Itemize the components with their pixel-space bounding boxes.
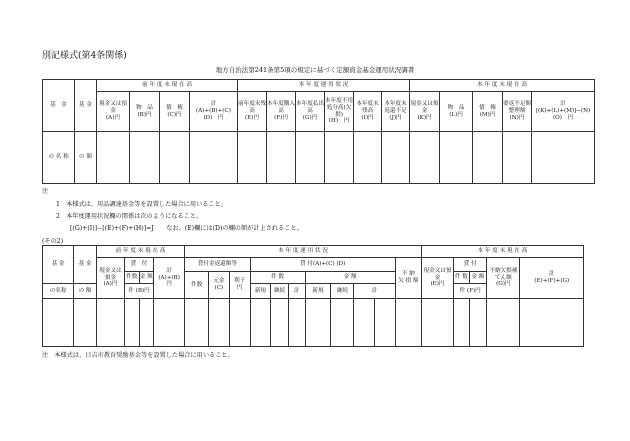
empty-cell bbox=[503, 132, 532, 184]
ops-prev-balance: 前年度末残高 (E)円 bbox=[238, 92, 267, 132]
empty-cell bbox=[190, 132, 238, 184]
fund-header: 基 金 bbox=[43, 80, 75, 132]
repay-count: 件数 bbox=[185, 272, 209, 299]
empty-cell bbox=[97, 132, 130, 184]
empty-cell bbox=[354, 132, 382, 184]
prev-year-group: 前 年 度 末 現 在 高 bbox=[96, 246, 184, 258]
empty-cell bbox=[325, 132, 354, 184]
empty-cell bbox=[160, 132, 190, 184]
fund-amount-cell: の 額 bbox=[75, 132, 97, 184]
repay-header: 貸付金返還額等 bbox=[185, 258, 250, 272]
prev-total: 計 (A)+(B) 円 bbox=[154, 258, 185, 299]
empty-cell bbox=[271, 299, 289, 347]
ops-group: 本 年 度 運 用 状 況 bbox=[238, 80, 410, 92]
current-year-group: 本 年 度 末 現 在 高 bbox=[421, 246, 583, 258]
prev-cash: 現金又は預金 (A)円 bbox=[96, 258, 124, 299]
now-loan-code: 件 (F)円 bbox=[454, 284, 487, 299]
empty-cell bbox=[454, 299, 470, 347]
fund-base-header: 基 金 bbox=[75, 80, 97, 132]
repay-interest: 利子 円 bbox=[229, 272, 250, 299]
fund-amount-cell: の 額 bbox=[74, 284, 97, 299]
notes-label: 注 bbox=[42, 188, 49, 195]
empty-cell bbox=[469, 299, 487, 347]
prev-goods: 物 品 (B)円 bbox=[130, 92, 160, 132]
repay-principal: 元金 (C) bbox=[209, 272, 230, 299]
note-formula: [(G)+(I)]−[(E)+(F)+(H)]=J なお、(E)欄には(D)の欄の額が計上されること。 bbox=[70, 225, 303, 232]
fund-status-table-2 bbox=[42, 245, 584, 347]
ops-purchase: 本年度購入高 (F)円 bbox=[267, 92, 296, 132]
empty-cell bbox=[382, 132, 410, 184]
ops-disposal: 本年度不用処分高(欠損) (H) 円 bbox=[325, 92, 354, 132]
empty-cell bbox=[354, 299, 375, 347]
note-1: 1 本様式は、用品調達基金等を設置した場合に用いること。 bbox=[56, 201, 227, 208]
ops-payout: 本年度払出高 (G)円 bbox=[296, 92, 325, 132]
loan-ops-header: 貸 付(A)+(C) (D) bbox=[250, 258, 395, 272]
empty-cell bbox=[487, 299, 520, 347]
empty-cell bbox=[130, 132, 160, 184]
empty-cell bbox=[267, 132, 296, 184]
loan-amount: 金 額 bbox=[139, 272, 154, 284]
prev-year-group: 前 年 度 末 現 在 高 bbox=[97, 80, 238, 92]
current-year-group: 本 年 度 末 現 在 高 bbox=[410, 80, 595, 92]
empty-cell bbox=[238, 132, 267, 184]
empty-cell bbox=[288, 299, 305, 347]
empty-cell bbox=[520, 299, 584, 347]
ops-amount: 金 額 bbox=[305, 272, 395, 284]
now-loan: 貸 付 bbox=[454, 258, 487, 272]
form-heading: 別記様式(第4条関係) bbox=[42, 51, 127, 61]
ops-count-new: 新規 bbox=[250, 284, 271, 299]
now-cash: 現金又は預金 (E)円 bbox=[421, 258, 453, 299]
empty-cell bbox=[139, 299, 154, 347]
empty-cell bbox=[532, 132, 595, 184]
part-2-label: (その2) bbox=[42, 238, 64, 245]
now-total: 計 [(K)+(L)+(M)]−(N) (O) 円 bbox=[532, 92, 595, 132]
empty-cell bbox=[209, 299, 230, 347]
ops-end-balance: 本年度末残高 (I)円 bbox=[354, 92, 382, 132]
ops-group: 本 年 度 運 用 状 況 bbox=[185, 246, 422, 258]
empty-cell bbox=[421, 299, 453, 347]
now-total: 計 (E)+(F)+(G) bbox=[520, 258, 584, 299]
empty-cell bbox=[250, 299, 271, 347]
fund-name-cell: の 名 称 bbox=[43, 132, 75, 184]
form-title: 地方自治法第241条第5項の規定に基づく定額資金基金運用状況調書 bbox=[215, 66, 415, 74]
ops-count-cont: 継続 bbox=[271, 284, 289, 299]
empty-cell bbox=[331, 299, 354, 347]
empty-cell bbox=[74, 299, 97, 347]
empty-cell bbox=[375, 299, 396, 347]
now-claims: 債 権 (M)円 bbox=[473, 92, 503, 132]
loan-count: 件数 bbox=[124, 272, 139, 284]
ops-count: 件 数 bbox=[250, 272, 305, 284]
empty-cell bbox=[96, 299, 124, 347]
now-loan-amount: 金 額 bbox=[469, 272, 487, 284]
empty-cell bbox=[395, 299, 421, 347]
empty-cell bbox=[440, 132, 473, 184]
prev-cash: 現金又は預金 (A)円 bbox=[97, 92, 130, 132]
empty-cell bbox=[410, 132, 440, 184]
fund-status-table-1 bbox=[42, 79, 595, 184]
fund-name-cell: の名称 bbox=[43, 284, 74, 299]
loan-code: 件 (B)円 bbox=[124, 284, 153, 299]
empty-cell bbox=[124, 299, 139, 347]
now-goods: 物 品 (L)円 bbox=[440, 92, 473, 132]
prev-total: 計 (A)+(B)+(C) (D) 円 bbox=[190, 92, 238, 132]
note-bottom: 注 本様式は、日吉市教育奨励基金等を設置した場合に用いること。 bbox=[42, 352, 234, 359]
fund-base-header: 基 金 bbox=[74, 246, 97, 284]
now-shortfall-adjust: 要返不足額整理額 (N)円 bbox=[503, 92, 532, 132]
empty-cell bbox=[296, 132, 325, 184]
prev-claims: 債 権 (C)円 bbox=[160, 92, 190, 132]
empty-cell bbox=[229, 299, 250, 347]
ops-amount-cont: 継続 bbox=[331, 284, 354, 299]
fund-header: 基 金 bbox=[43, 246, 74, 284]
empty-cell bbox=[305, 299, 331, 347]
empty-cell bbox=[473, 132, 503, 184]
unpaid-loss: 不 納 欠 損 額 bbox=[395, 258, 421, 299]
ops-amount-new: 新規 bbox=[305, 284, 331, 299]
ops-amount-total: 計 bbox=[354, 284, 396, 299]
note-2: 2 本年度運用状況欄の関係は次のようになること。 bbox=[56, 213, 203, 220]
now-cash: 現金又は預金 (K)円 bbox=[410, 92, 440, 132]
unpaid-return: 不納欠損補てん額 (G)円 bbox=[487, 258, 520, 299]
now-loan-count: 件 数 bbox=[454, 272, 470, 284]
empty-cell bbox=[154, 299, 185, 347]
ops-shortfall: 本年度末返還不足 (J)円 bbox=[382, 92, 410, 132]
empty-cell bbox=[43, 299, 74, 347]
ops-count-total: 計 bbox=[288, 284, 305, 299]
empty-cell bbox=[185, 299, 209, 347]
prev-loan: 貸 付 bbox=[124, 258, 153, 272]
